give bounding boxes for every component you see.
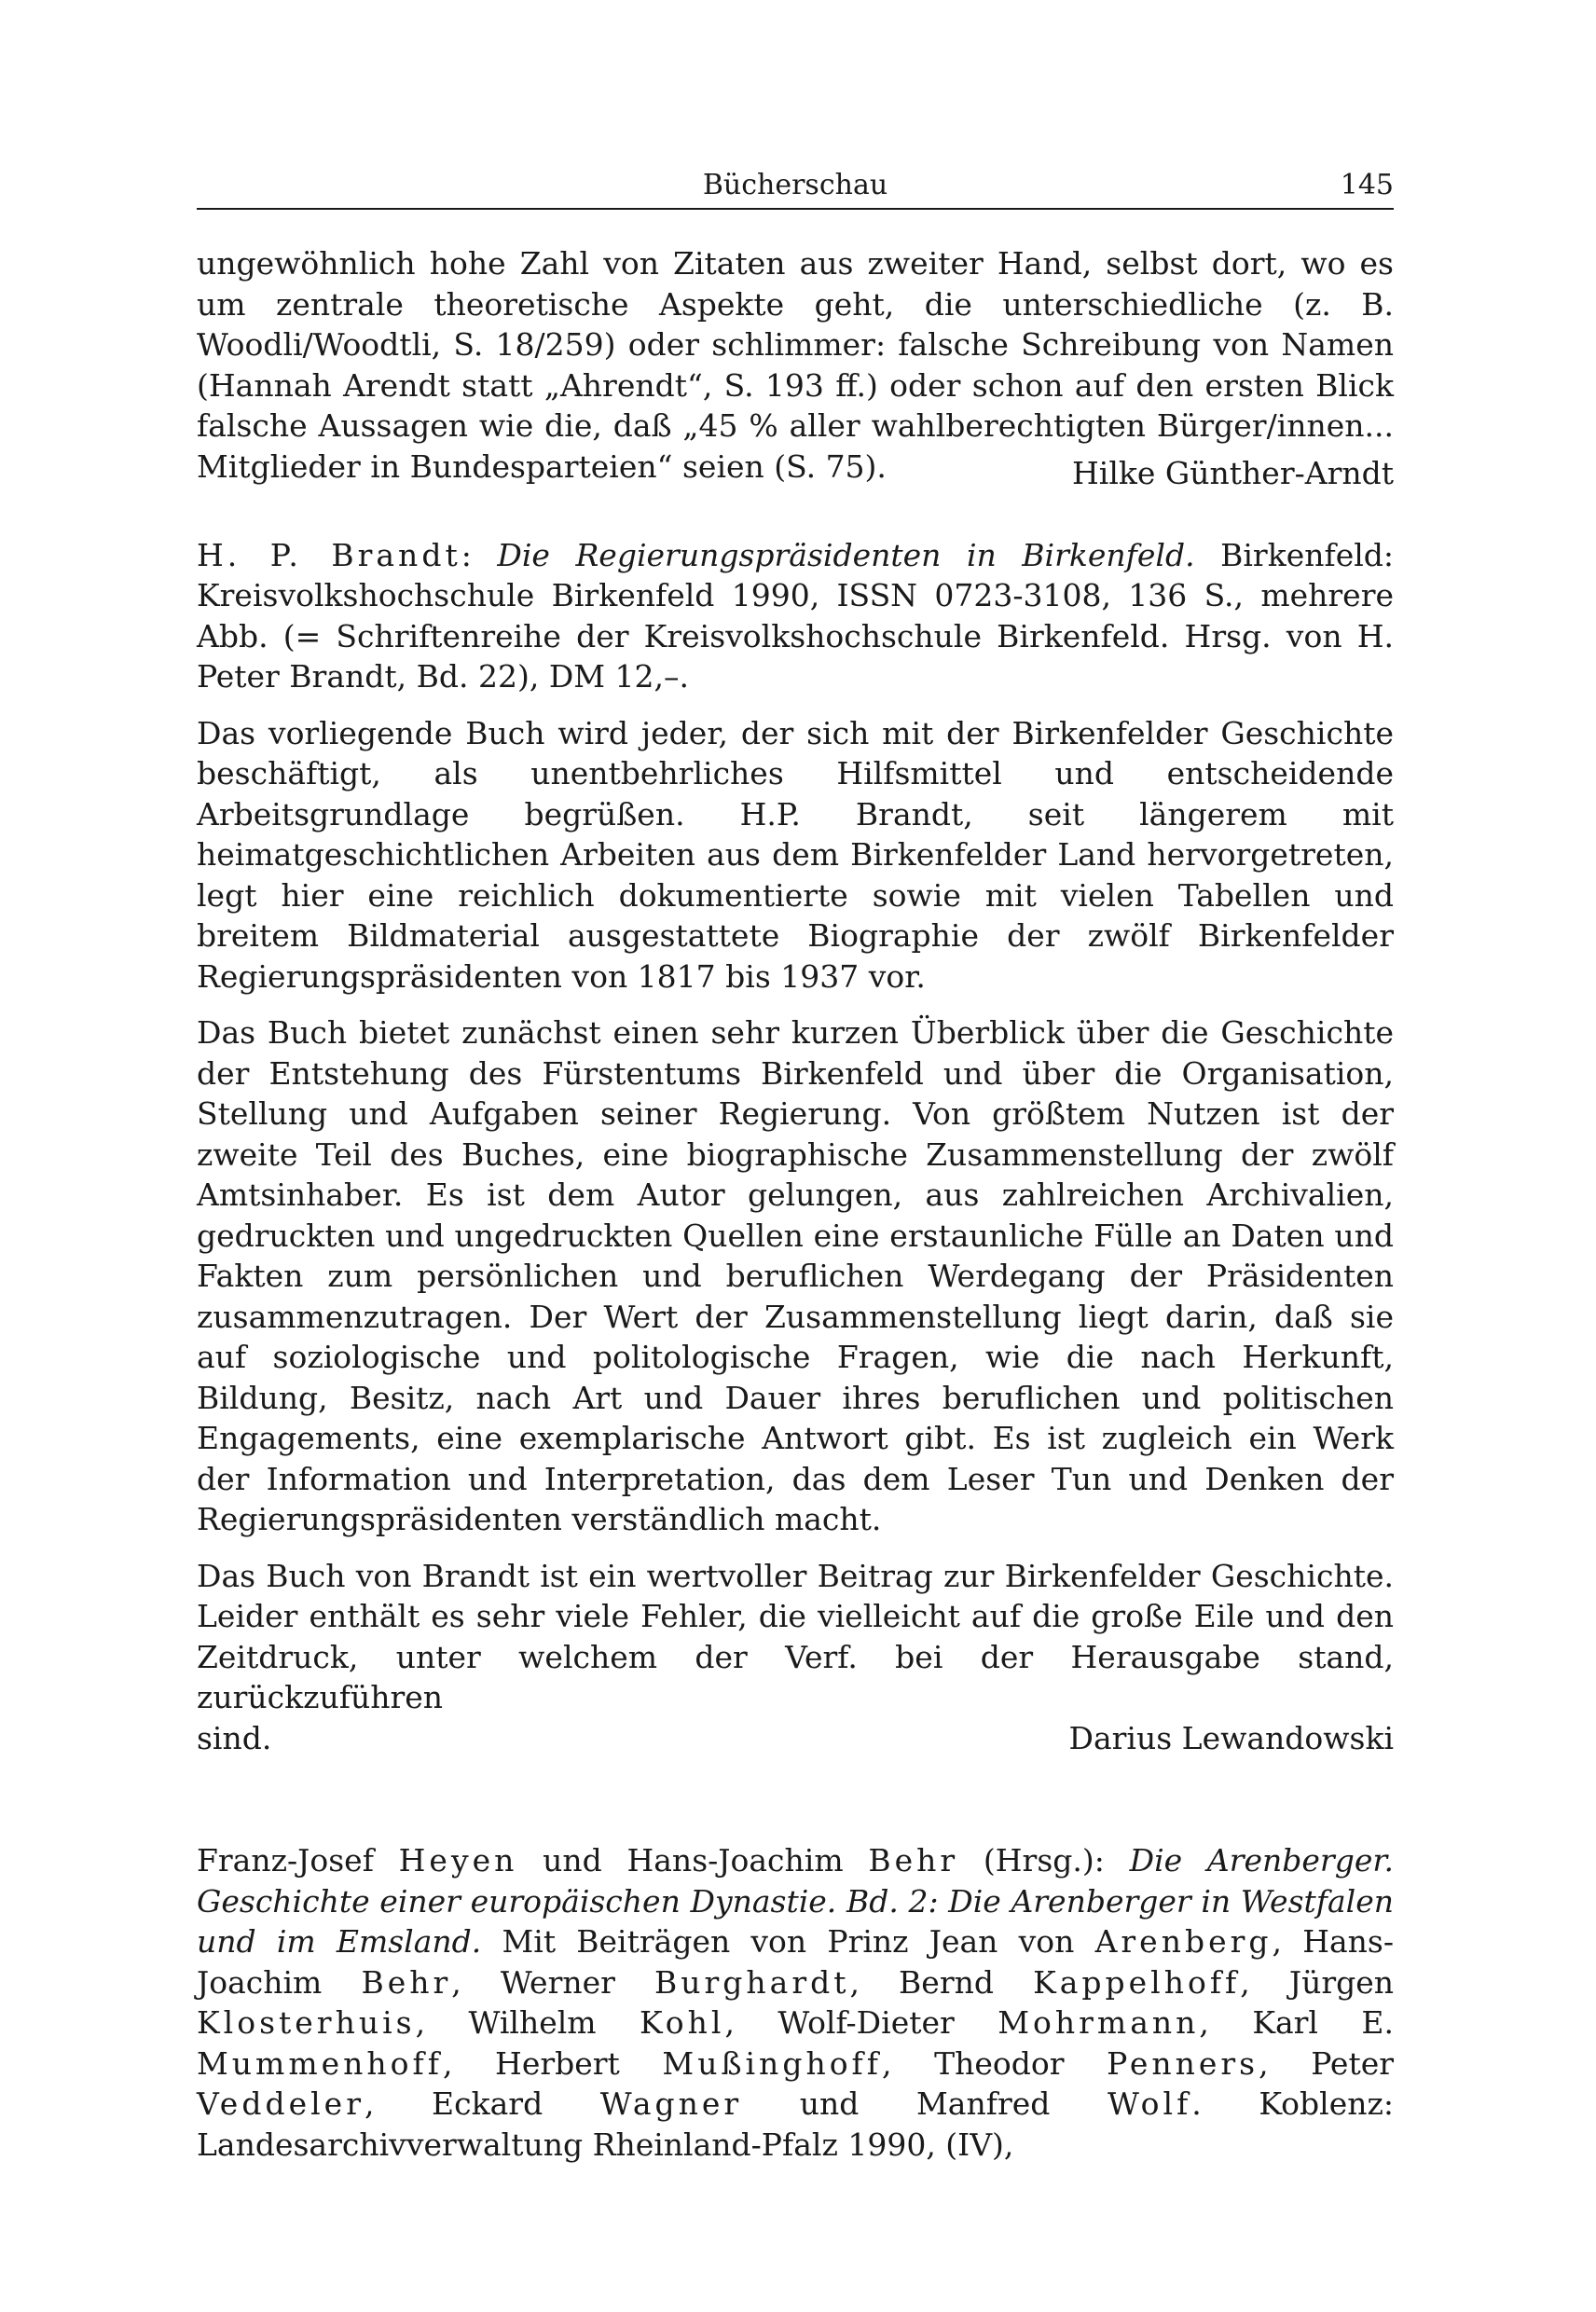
review1-reviewer-signature: Hilke Günther-Arndt — [1072, 455, 1394, 491]
review3-editor2-last: Behr — [868, 1842, 959, 1878]
review3-book-title: Die Arenberger. Geschichte einer europäischen Dynastie. Bd. 2: Die Arenberger in Westfalen und im Emsland. — [197, 1842, 1394, 1960]
running-head — [197, 163, 1394, 210]
review3-hrsg: (Hrsg.): — [958, 1842, 1130, 1878]
review3-sep: und Manfred — [742, 2085, 1108, 2122]
review3-contributor: Behr — [361, 1963, 452, 2001]
review3-contributor: Wagner — [599, 2085, 743, 2122]
review2-book-title: Die Regierungspräsidenten in Birkenfeld. — [497, 536, 1195, 573]
review3-contributor: Veddeler — [197, 2085, 365, 2122]
review2-paragraph-3: Das Buch von Brandt ist ein wertvoller Beitrag zur Birkenfelder Geschichte. Leider enthält es sehr viele Fehler, die vielleicht auf die große Eile und den Zeitdruck, unter welchem der Verf. bei der Herausgabe stand, zurückzuführen — [197, 1557, 1394, 1715]
review3-contributor: Klosterhuis — [197, 2004, 416, 2041]
review2-citation — [197, 535, 1394, 697]
review3-sep: , Wolf-Dieter — [724, 2004, 998, 2041]
page — [197, 163, 1394, 2165]
review3-sep: , Karl E. — [1199, 2004, 1394, 2041]
review1-closing-paragraph: ungewöhnlich hohe Zahl von Zitaten aus zweiter Hand, selbst dort, wo es um zentrale theoretische Aspekte geht, die unterschiedliche (z. B. Woodli/Woodtli, S. 18/259) oder schlimmer: falsche Schreibung von Namen (Hannah Arendt statt „Ahrendt“, S. 193 ff.) oder schon auf den ersten Blick falsche Aussagen wie die, daß „45 % aller wahlberechtigten Bürger/innen... Mitglieder in Bundesparteien“ seien (S. 75). — [197, 245, 1394, 485]
review3-contributor: Mummenhoff — [197, 2044, 443, 2082]
review3-sep: , Jürgen — [1240, 1963, 1395, 2001]
review3-contributor: Wolf — [1107, 2085, 1192, 2122]
review3-contrib-intro: Mit Beiträgen von Prinz Jean von — [481, 1923, 1095, 1960]
section-spacer — [197, 494, 1394, 535]
review3-sep: , Herbert — [442, 2044, 663, 2082]
review3-and: und Hans-Joachim — [517, 1842, 869, 1878]
review3-contributor: Mußinghoff — [662, 2044, 882, 2082]
review2-citation-details: Birkenfeld: Kreisvolkshochschule Birkenfeld 1990, ISSN 0723-3108, 136 S., mehrere Abb. (= Schriftenreihe der Kreisvolkshochschule Birkenfeld. Hrsg. von H. Peter Brandt, Bd. 22), DM 12,–. — [197, 536, 1395, 695]
review3-sep: , Bernd — [849, 1963, 1034, 2001]
review3-citation — [197, 1840, 1394, 2165]
review3-publisher: . Koblenz: Landesarchivverwaltung Rheinland-Pfalz 1990, (IV), — [197, 2085, 1394, 2163]
page-number: 145 — [1340, 169, 1394, 201]
review3-editor1-first: Franz-Josef — [197, 1842, 399, 1878]
review3-contributor: Kappelhoff — [1033, 1963, 1241, 2001]
review3-contributor: Arenberg — [1094, 1923, 1273, 1960]
review3-sep: , Theodor — [882, 2044, 1108, 2082]
review2-last-word: sind. — [197, 1719, 272, 1756]
review2-reviewer-signature: Darius Lewandowski — [1068, 1719, 1394, 1756]
review3-contributor: Mohrmann — [998, 2004, 1200, 2041]
review2-paragraph-2: Das Buch bietet zunächst einen sehr kurzen Überblick über die Geschichte der Entstehung des Fürstentums Birkenfeld und über die Organisation, Stellung und Aufgaben seiner Regierung. Von größtem Nutzen ist der zweite Teil des Buches, eine biographische Zusammenstellung der zwölf Amtsinhaber. Es ist dem Autor gelungen, aus zahlreichen Archivalien, gedruckten und ungedruckten Quellen eine erstaunliche Fülle an Daten und Fakten zum persönlichen und beruflichen Werdegang der Präsidenten zusammenzutragen. Der Wert der Zusammenstellung liegt darin, daß sie auf soziologische und politologische Fragen, wie die nach Herkunft, Bildung, Besitz, nach Art und Dauer ihres beruflichen und politischen Engagements, eine exemplarische Antwort gibt. Es ist zugleich ein Werk der Information und Interpretation, das dem Leser Tun und Denken der Regierungspräsidenten verständlich macht. — [197, 1014, 1394, 1537]
section-spacer-2 — [197, 1758, 1394, 1840]
review2-final-line — [197, 1718, 1394, 1759]
running-head-title: Bücherschau — [702, 169, 888, 201]
review3-contributor: Burghardt — [654, 1963, 850, 2001]
review2-author: H. P. Brandt — [197, 536, 461, 573]
body-text — [197, 243, 1394, 2165]
review2-paragraph-1: Das vorliegende Buch wird jeder, der sich mit der Birkenfelder Geschichte beschäftigt, als unentbehrliches Hilfsmittel und entscheidende Arbeitsgrundlage begrüßen. H.P. Brandt, seit längerem mit heimatgeschichtlichen Arbeiten aus dem Birkenfelder Land hervorgetreten, legt hier eine reichlich dokumentierte sowie mit vielen Tabellen und breitem Bildmaterial ausgestattete Biographie der zwölf Birkenfelder Regierungspräsidenten von 1817 bis 1937 vor. — [197, 714, 1394, 995]
review3-editor1-last: Heyen — [398, 1842, 518, 1878]
review3-contributor: Kohl — [640, 2004, 725, 2041]
review3-sep: , Werner — [451, 1963, 654, 2001]
review3-sep: , Wilhelm — [415, 2004, 640, 2041]
review3-sep: , Hans-Joachim — [197, 1923, 1395, 2001]
review2-colon: : — [461, 536, 498, 573]
review3-sep: , Peter — [1259, 2044, 1395, 2082]
review3-sep: , Eckard — [364, 2085, 600, 2122]
review3-contributor: Penners — [1107, 2044, 1259, 2082]
